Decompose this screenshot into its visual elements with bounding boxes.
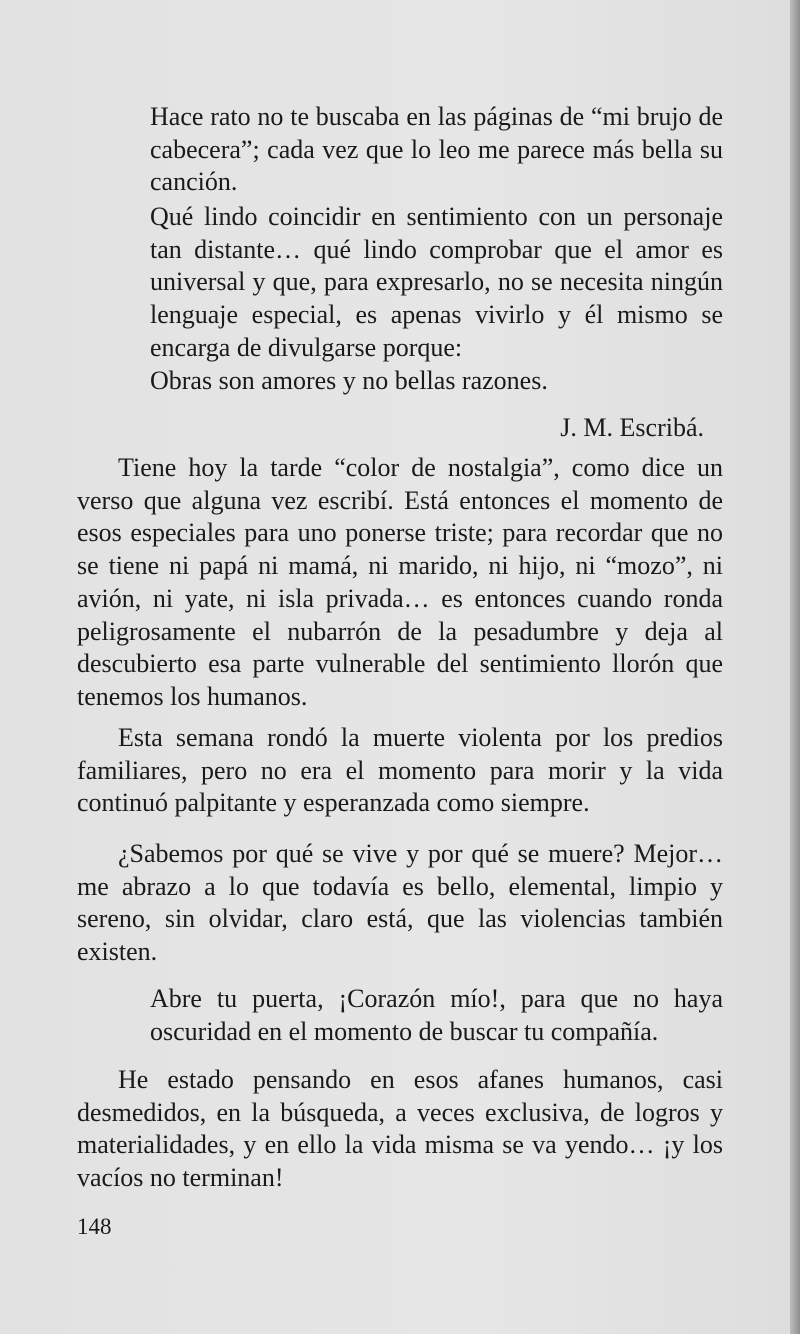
intro-text-2: Qué lindo coincidir en sentimiento con un personaje tan distante… qué lindo comprobar que el amor es universal y que, para expresarlo, no se necesita ningún lenguaje especial, es apenas vivirlo y él mismo se encarga de divulgarse porque: [150, 202, 723, 362]
final-paragraph [77, 1064, 723, 1195]
indented-quote-text: Abre tu puerta, ¡Corazón mío!, para que no haya oscuridad en el momento de buscar tu compañía. [150, 984, 723, 1046]
body-paragraph-3 [77, 838, 723, 969]
body-text-2: Esta semana rondó la muerte violenta por los predios familiares, pero no era el momento para morir y la vida continuó palpitante y esperanzada como siempre. [77, 723, 723, 818]
signature: J. M. Escribá. [560, 413, 704, 442]
body-paragraph-2 [77, 722, 723, 820]
intro-paragraph-1 [150, 101, 723, 199]
intro-text-3: Obras son amores y no bellas razones. [150, 366, 548, 395]
intro-paragraph-2 [150, 201, 723, 365]
page-edge-shadow [790, 0, 800, 1334]
final-paragraph-text: He estado pensando en esos afanes humanos, casi desmedidos, en la búsqueda, a veces exclusiva, de logros y materialidades, y en ello la vida misma se va yendo… ¡y los vacíos no terminan! [77, 1065, 723, 1193]
intro-text-1: Hace rato no te buscaba en las páginas de “mi brujo de cabecera”; cada vez que lo leo me parece más bella su canción. [150, 102, 723, 197]
page-number: 148 [77, 1214, 112, 1239]
body-text-1: Tiene hoy la tarde “color de nostalgia”, como dice un verso que alguna vez escribí. Está entonces el momento de esos especiales para uno ponerse triste; para recordar que no se tiene ni papá ni mamá, ni marido, ni hijo, ni “mozo”, ni avión, ni yate, ni isla privada… es entonces cuando ronda peligrosamente el nubarrón de la pesadumbre y deja al descubierto esa parte vulnerable del sentimiento llorón que tenemos los humanos. [77, 453, 723, 711]
intro-paragraph-3 [150, 365, 723, 398]
body-text-3: ¿Sabemos por qué se vive y por qué se muere? Mejor… me abrazo a lo que todavía es bello, elemental, limpio y sereno, sin olvidar, claro está, que las violencias también existen. [77, 839, 723, 967]
body-paragraph-1 [77, 452, 723, 714]
indented-quote [150, 983, 723, 1048]
